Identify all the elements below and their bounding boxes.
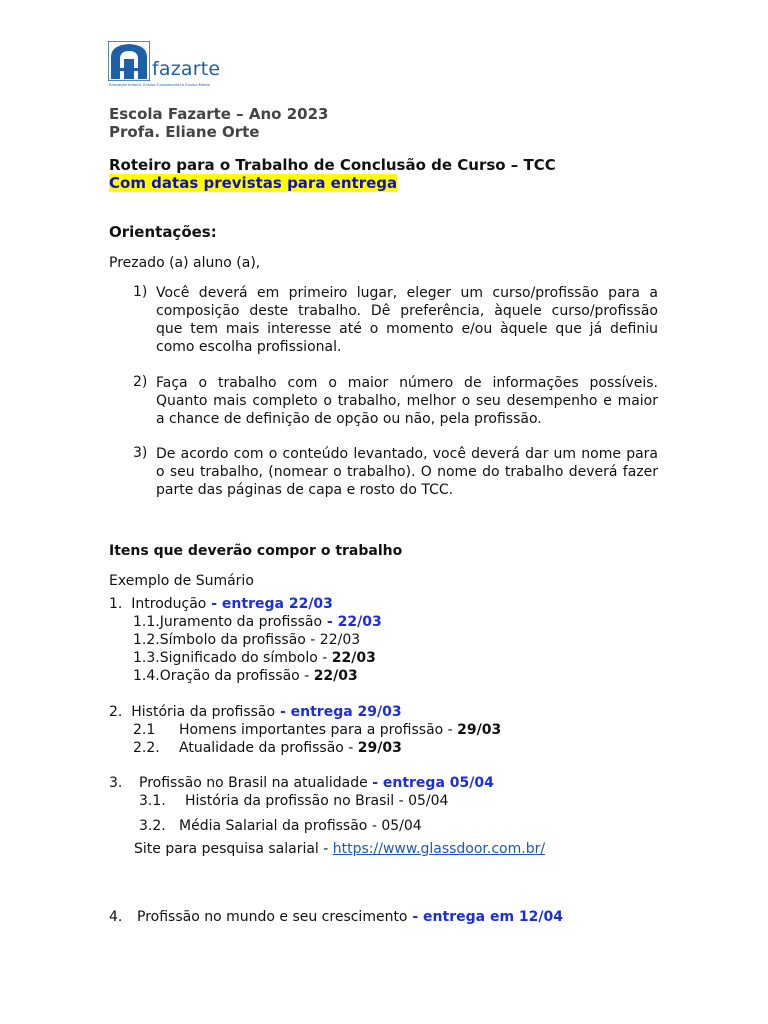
list-line: Faça o trabalho com o maior número de informações possíveis. xyxy=(156,375,658,391)
school-logo xyxy=(108,41,232,91)
list-line: composição deste trabalho. Dê preferência, àquele curso/profissão xyxy=(156,303,658,319)
summary-item xyxy=(109,909,563,925)
summary-example-label: Exemplo de Sumário xyxy=(109,573,254,589)
subitem-number: 3.2. xyxy=(139,818,166,834)
school-name: Escola Fazarte – Ano 2023 xyxy=(109,105,329,123)
item-number: 3. xyxy=(109,775,123,791)
summary-subitem xyxy=(133,740,402,756)
subitem-number: 1.3. xyxy=(133,650,160,666)
due-date: 22/03 xyxy=(331,650,376,666)
title-highlight xyxy=(109,174,397,192)
greeting: Prezado (a) aluno (a), xyxy=(109,255,261,271)
due-date: 22/03 xyxy=(313,668,358,684)
subitem-number: 3.1. xyxy=(139,793,166,809)
subitem-text: Média Salarial da profissão - 05/04 xyxy=(179,818,422,834)
logo-wordmark: fazarte xyxy=(152,58,221,80)
subitem-text: Juramento da profissão xyxy=(159,614,323,630)
due-date: - entrega em 12/04 xyxy=(407,909,563,925)
due-date: - 22/03 xyxy=(322,614,382,630)
glassdoor-link[interactable]: https://www.glassdoor.com.br/ xyxy=(332,841,546,857)
summary-item xyxy=(109,596,333,612)
summary-subitem xyxy=(133,614,382,630)
item-number: 4. xyxy=(109,909,123,925)
list-line: Quanto mais completo o trabalho, melhor o seu desempenho e maior xyxy=(156,393,658,409)
site-label: Site para pesquisa salarial - xyxy=(134,841,333,857)
due-date: - entrega 05/04 xyxy=(372,775,494,791)
subitem-text: Símbolo da profissão - 22/03 xyxy=(159,632,361,648)
due-date: - entrega 29/03 xyxy=(275,704,402,720)
subitem-number: 1.4. xyxy=(133,668,160,684)
list-item xyxy=(156,374,658,428)
subitem-text: Significado do símbolo - xyxy=(159,650,332,666)
subitem-text: Homens importantes para a profissão - xyxy=(179,722,458,738)
item-text: História da profissão xyxy=(131,704,276,720)
list-number: 2) xyxy=(133,374,148,390)
summary-subitem xyxy=(139,818,422,834)
item-number: 1. xyxy=(109,596,123,612)
summary-subitem xyxy=(133,668,358,684)
subitem-number: 1.2. xyxy=(133,632,160,648)
item-text: Profissão no Brasil na atualidade xyxy=(139,775,373,791)
site-reference xyxy=(134,841,545,857)
section-heading-itens: Itens que deverão compor o trabalho xyxy=(109,543,403,559)
summary-subitem xyxy=(139,793,448,809)
list-number: 3) xyxy=(133,445,148,461)
due-date: 29/03 xyxy=(357,740,402,756)
document-title: Roteiro para o Trabalho de Conclusão de Curso – TCC xyxy=(109,156,556,174)
list-line: Você deverá em primeiro lugar, eleger um curso/profissão para a xyxy=(156,285,658,301)
list-line: o seu trabalho, (nomear o trabalho). O nome do trabalho deverá fazer xyxy=(156,464,658,480)
highlighted-text: Com datas previstas para entrega xyxy=(109,174,398,192)
subitem-number: 1.1. xyxy=(133,614,160,630)
logo-tagline: Educação Infantil, Ensino Fundamental e Ensino Médio xyxy=(109,83,210,87)
due-date: - entrega 22/03 xyxy=(206,596,333,612)
summary-subitem xyxy=(133,650,376,666)
list-line: De acordo com o conteúdo levantado, você deverá dar um nome para xyxy=(156,446,658,462)
summary-item xyxy=(109,704,402,720)
summary-subitem xyxy=(133,632,360,648)
item-text: Introdução xyxy=(131,596,207,612)
item-text: Profissão no mundo e seu crescimento xyxy=(137,909,408,925)
summary-item xyxy=(109,775,494,791)
list-number: 1) xyxy=(133,284,148,300)
teacher-name: Profa. Eliane Orte xyxy=(109,123,260,141)
list-item xyxy=(156,284,658,356)
item-number: 2. xyxy=(109,704,123,720)
list-line: como escolha profissional. xyxy=(156,339,342,355)
list-line: a chance de definição de opção ou não, pela profissão. xyxy=(156,411,542,427)
section-heading-orientacoes: Orientações: xyxy=(109,223,217,241)
subitem-text: Atualidade da profissão - xyxy=(179,740,358,756)
subitem-text: História da profissão no Brasil - 05/04 xyxy=(185,793,449,809)
subitem-text: Oração da profissão - xyxy=(159,668,314,684)
list-item xyxy=(156,445,658,499)
list-line: que tem mais interesse até o momento e/ou àquele que já definiu xyxy=(156,321,658,337)
due-date: 29/03 xyxy=(457,722,502,738)
subitem-number: 2.1 xyxy=(133,722,156,738)
list-line: parte das páginas de capa e rosto do TCC. xyxy=(156,482,454,498)
logo-emblem-icon xyxy=(108,41,150,81)
summary-subitem xyxy=(133,722,501,738)
subitem-number: 2.2. xyxy=(133,740,160,756)
